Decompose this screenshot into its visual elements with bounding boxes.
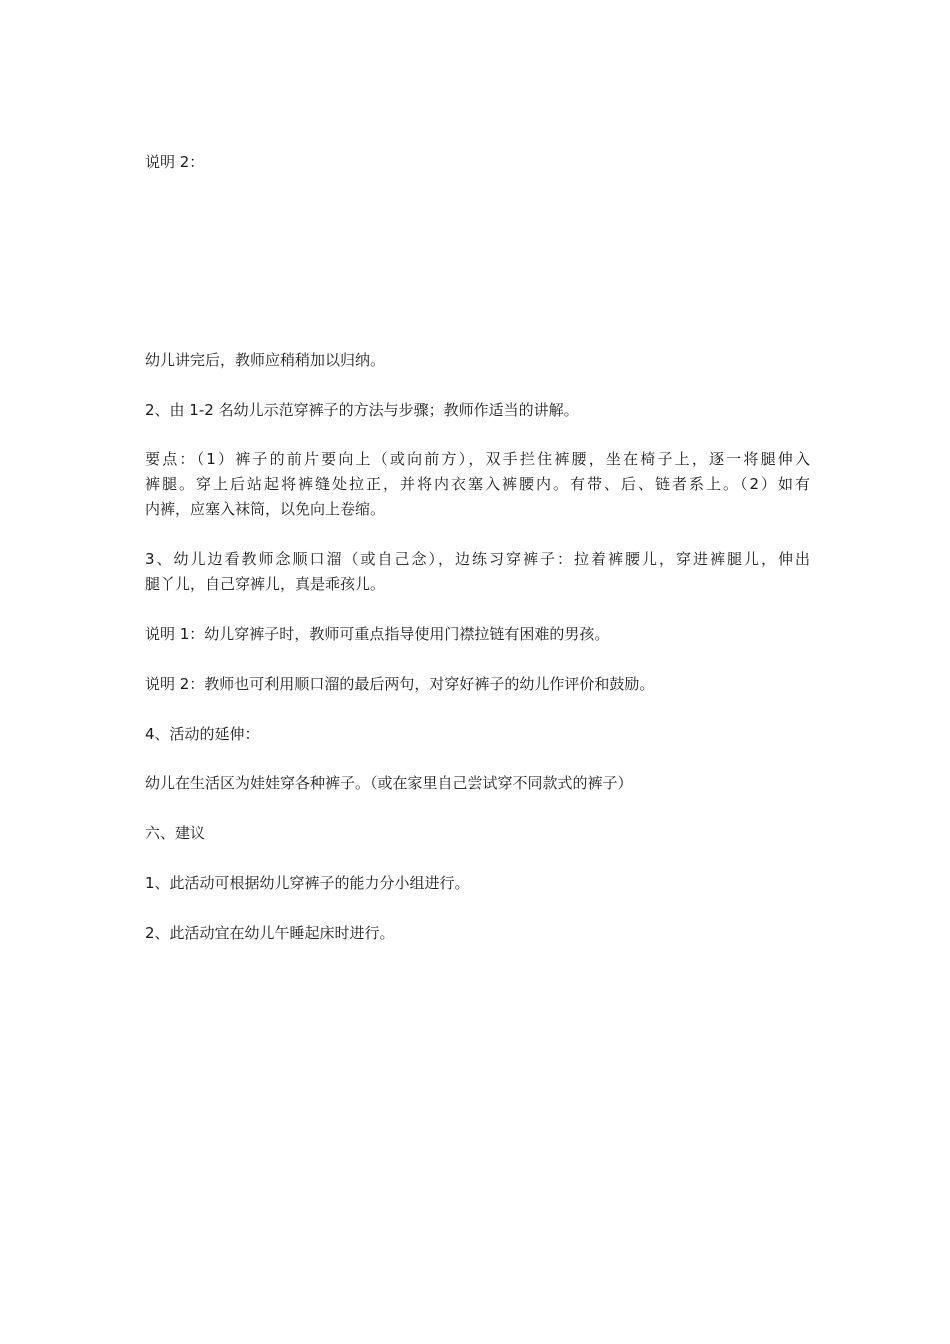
key-points-line-2: 裤腿。穿上后站起将裤缝处拉正，并将内衣塞入裤腰内。有带、后、链者系上。（2）如有 (145, 475, 810, 493)
note2-heading: 说明 2： (145, 153, 205, 171)
paragraph-suggestion-1: 1、此活动可根据幼儿穿裤子的能力分小组进行。 (145, 874, 470, 892)
paragraph-note-1: 说明 1：幼儿穿裤子时，教师可重点指导使用门襟拉链有困难的男孩。 (145, 625, 610, 643)
paragraph-note-2: 说明 2：教师也可利用顺口溜的最后两句，对穿好裤子的幼儿作评价和鼓励。 (145, 675, 655, 693)
key-points-line-3: 内裤，应塞入袜筒，以免向上卷缩。 (145, 500, 386, 518)
paragraph-step-2: 2、由 1-2 名幼儿示范穿裤子的方法与步骤；教师作适当的讲解。 (145, 401, 579, 419)
key-points-line-1: 要点：（1）裤子的前片要向上（或向前方），双手拦住裤腰，坐在椅子上，逐一将腿伸入 (145, 450, 810, 468)
paragraph-summary: 幼儿讲完后，教师应稍稍加以归纳。 (145, 351, 386, 369)
section-6-heading: 六、建议 (145, 824, 206, 842)
paragraph-step-4: 4、活动的延伸： (145, 725, 260, 743)
paragraph-step-3 (145, 547, 810, 597)
paragraph-suggestion-2: 2、此活动宜在幼儿午睡起床时进行。 (145, 924, 395, 942)
paragraph-key-points (145, 447, 810, 522)
step-3-line-1: 3、幼儿边看教师念顺口溜（或自己念），边练习穿裤子：拉着裤腰儿，穿进裤腿儿，伸出 (145, 550, 810, 568)
paragraph-extension: 幼儿在生活区为娃娃穿各种裤子。（或在家里自己尝试穿不同款式的裤子） (145, 774, 633, 792)
step-3-line-2: 腿丫儿，自己穿裤儿，真是乖孩儿。 (145, 575, 386, 593)
